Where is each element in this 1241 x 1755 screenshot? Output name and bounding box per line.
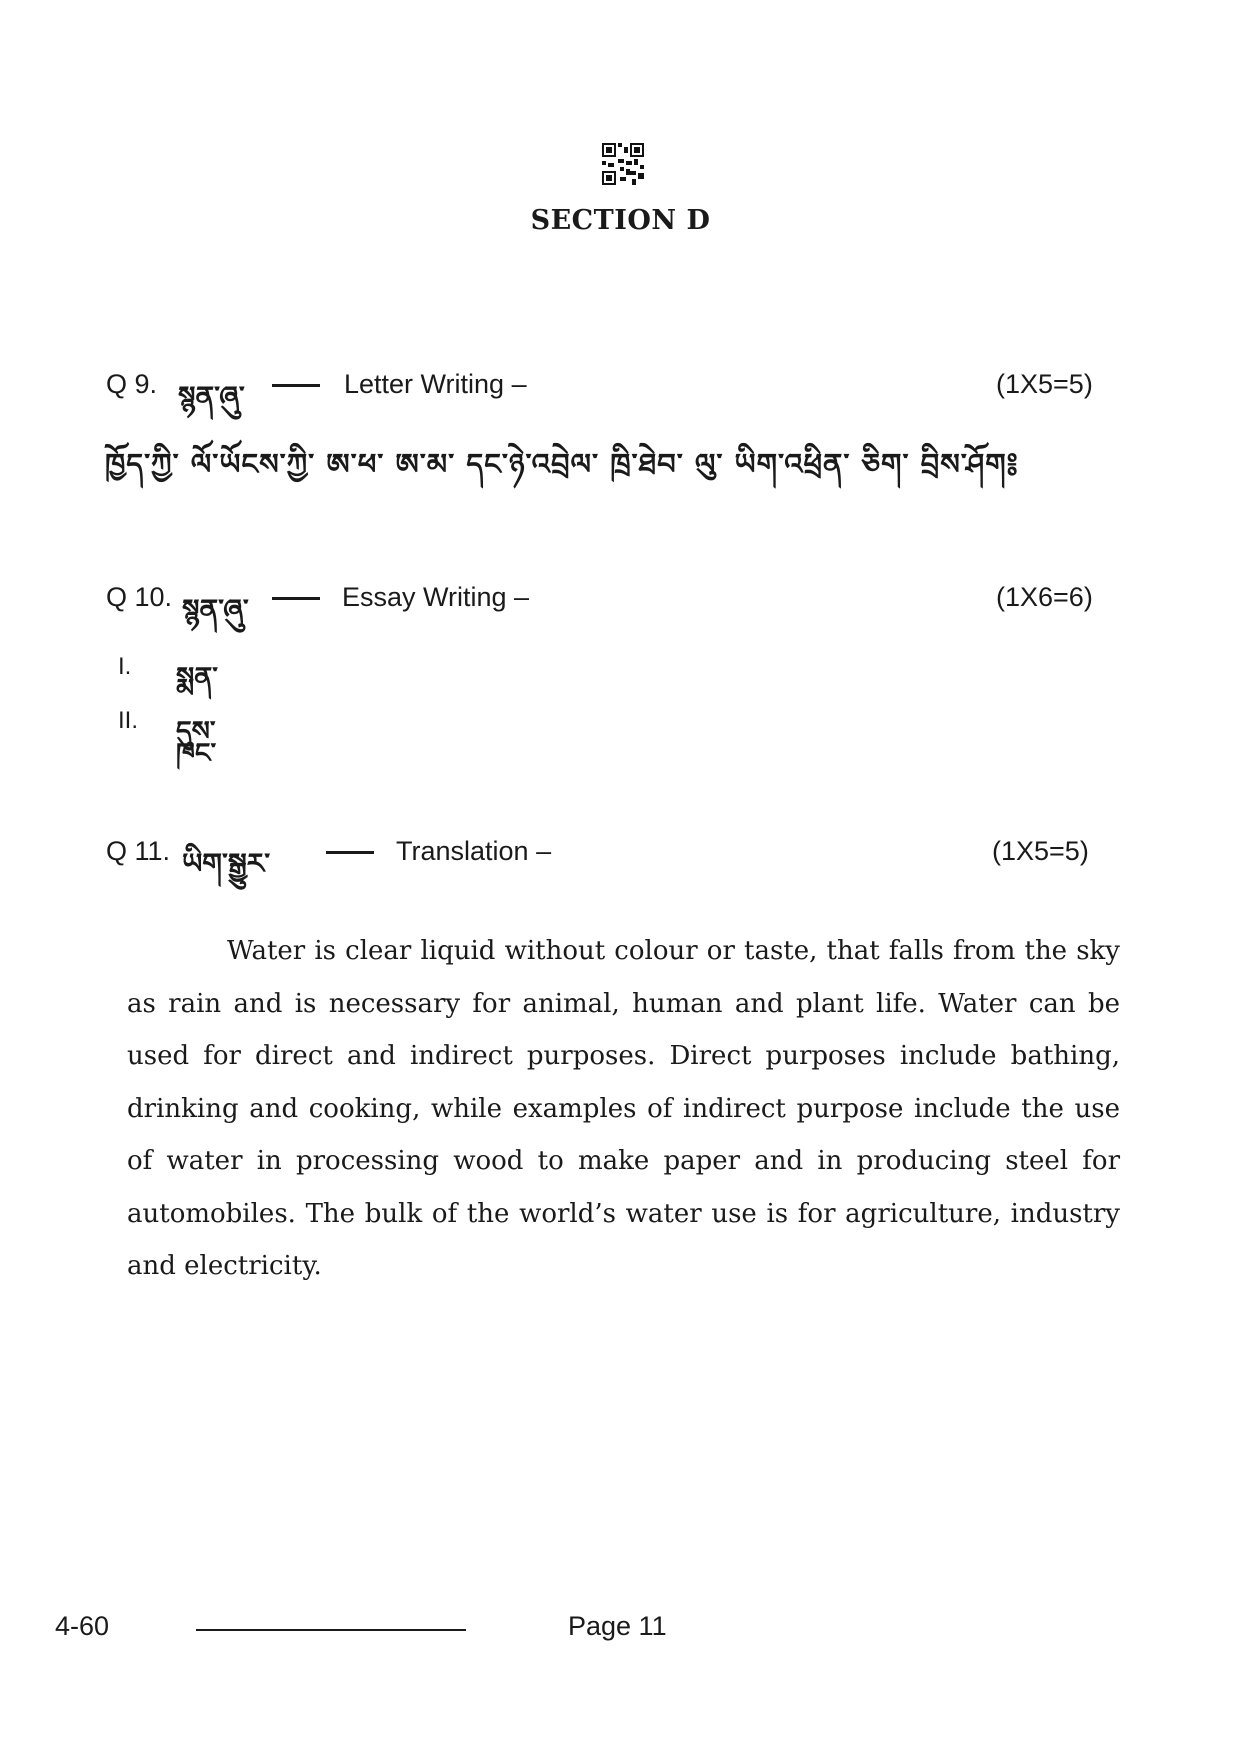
question-title-tibetan: ཡིག་སྒྱུར་ <box>182 847 271 880</box>
question-9-prompt: ཁྱོད་ཀྱི་ ལོ་ཡོངས་ཀྱི་ ཨ་ཕ་ ཨ་མ་ དང་ཉེ་འབྲེལ་ ཁྲི་ཐེབ་ ལུ་ ཡིག་འཕྲིན་ ཅིག་ བྲིས་ཤོག༔ <box>105 447 1019 481</box>
section-title: SECTION D <box>530 205 711 236</box>
essay-topic-text: དུས་ <box>176 716 216 747</box>
page-number: Page 11 <box>568 1611 667 1641</box>
question-number: Q 11. <box>106 836 171 866</box>
question-title-english: Essay Writing – <box>342 582 530 612</box>
translation-passage: Water is clear liquid without colour or taste, that falls from the sky as rain and is necessary for animal, human and plant life. Water can be used for direct and indirect purposes. Direct purposes include bathing, drinking and cooking, while examples of indirect purpose include the use of water in processing wood to make paper and in producing steel for automobiles. The bulk of the world’s water use is for agriculture, industry and electricity. <box>127 936 1120 1281</box>
paper-code: 4-60 <box>55 1611 110 1641</box>
list-numeral: II. <box>118 707 139 734</box>
question-number: Q 10. <box>106 582 173 612</box>
question-title-tibetan: སྙན་ཞུ་ <box>182 593 249 626</box>
question-marks: (1X5=5) <box>992 836 1089 866</box>
footer-rule <box>196 1629 466 1631</box>
dash-divider <box>326 851 374 854</box>
question-10-header <box>106 578 1106 626</box>
question-number: Q 9. <box>106 369 158 399</box>
qr-code-icon <box>602 143 644 185</box>
question-marks: (1X6=6) <box>996 582 1093 612</box>
dash-divider <box>272 597 320 600</box>
dash-divider <box>272 384 320 387</box>
question-title-tibetan: སྙན་ཞུ་ <box>178 380 245 413</box>
question-marks: (1X5=5) <box>996 369 1093 399</box>
question-title-english: Translation – <box>396 836 552 866</box>
question-9-header <box>106 365 1106 413</box>
list-numeral: I. <box>118 653 132 680</box>
question-title-english: Letter Writing – <box>344 369 527 399</box>
question-11-header <box>106 832 1106 880</box>
essay-topic-text: སྨན་ཁང་ <box>176 662 218 769</box>
